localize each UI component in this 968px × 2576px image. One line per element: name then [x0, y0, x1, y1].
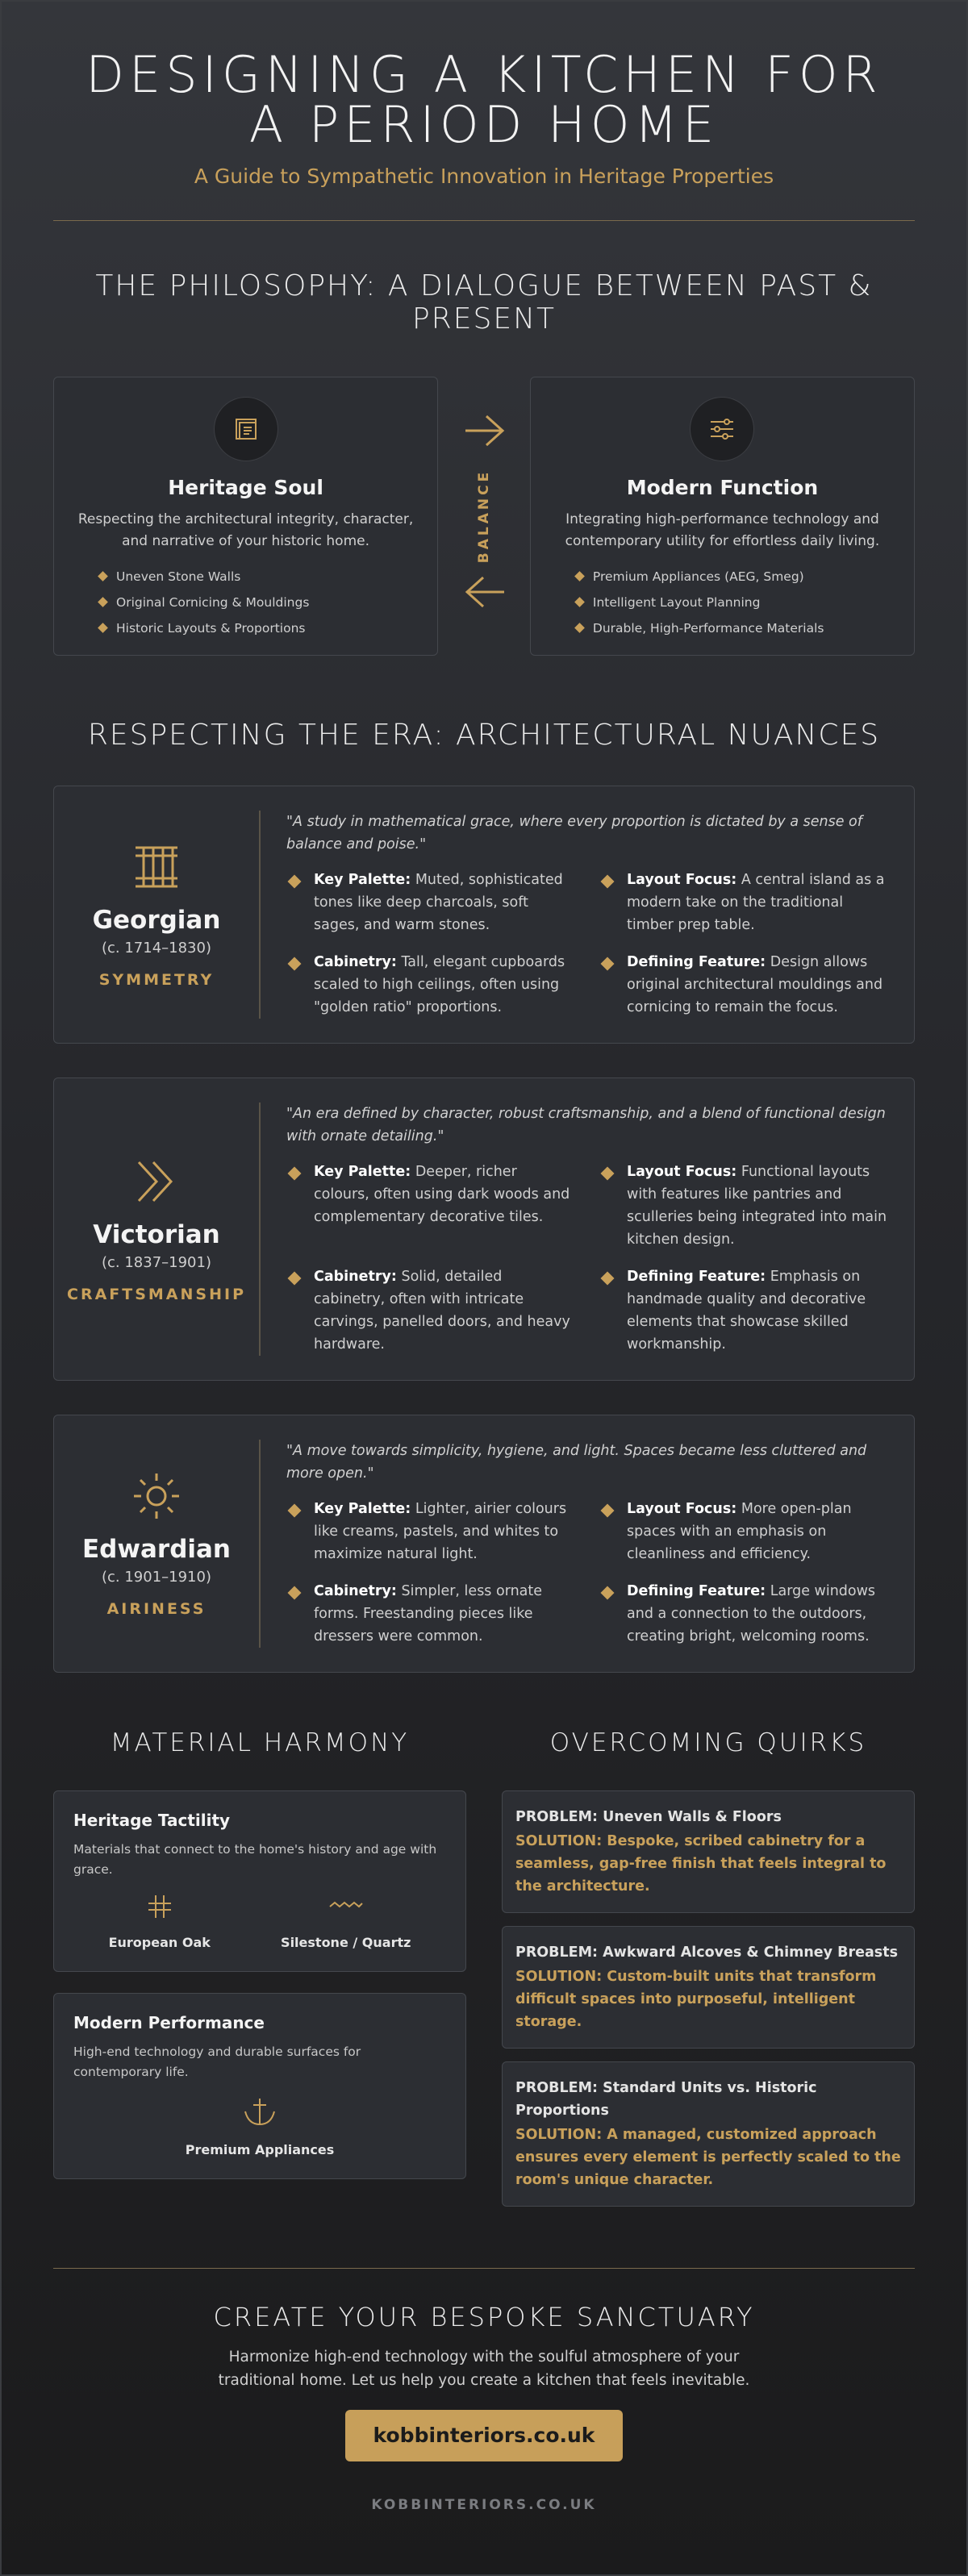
heritage-soul-title: Heritage Soul [168, 475, 323, 499]
era-feature: Layout Focus: A central island as a modern take on the traditional timber prep table. [599, 869, 890, 936]
heritage-soul-card [53, 377, 438, 656]
era-theme: SYMMETRY [98, 970, 215, 989]
list-item: Historic Layouts & Proportions [99, 615, 437, 641]
page-subtitle: A Guide to Sympathetic Innovation in Heritage Properties [194, 165, 774, 188]
overcoming-quirks-column [502, 1729, 915, 2207]
diamond-bullet-icon [288, 1167, 302, 1181]
modern-function-card [530, 377, 915, 656]
modern-function-title: Modern Function [626, 475, 819, 499]
anchor-icon [242, 2095, 277, 2128]
diamond-bullet-icon [288, 1272, 302, 1286]
heritage-soul-list [99, 564, 437, 641]
diamond-bullet-icon [574, 571, 585, 581]
quirk-problem: PROBLEM: Awkward Alcoves & Chimney Breasts [515, 1944, 898, 1961]
cta-section [53, 2268, 915, 2513]
era-details [261, 1440, 914, 1648]
era-name: Victorian [93, 1219, 220, 1249]
modern-function-text: Integrating high-performance technology and contemporary utility for effortless daily living. [565, 511, 880, 549]
era-identity [54, 1103, 261, 1356]
diamond-bullet-icon [601, 875, 615, 889]
column-icon [131, 841, 182, 893]
swatch-silestone-quartz: Silestone / Quartz [281, 1893, 411, 1950]
diamond-bullet-icon [98, 571, 108, 581]
era-feature: Key Palette: Lighter, airier colours like creams, pastels, and whites to maximize natural light. [286, 1498, 577, 1565]
era-details [261, 1103, 914, 1356]
wave-icon [328, 1893, 364, 1920]
diamond-bullet-icon [601, 1504, 615, 1518]
balance-label: BALANCE [476, 469, 493, 563]
diamond-bullet-icon [288, 875, 302, 889]
era-feature: Defining Feature: Design allows original architectural mouldings and cornicing to remain the focus. [599, 951, 890, 1019]
divider [53, 2268, 915, 2269]
arrow-right-icon [464, 413, 506, 448]
diamond-bullet-icon [288, 957, 302, 971]
quirk-solution: SOLUTION: Bespoke, scribed cabinetry for a seamless, gap-free finish that feels integral to the architecture. [515, 1832, 887, 1894]
diamond-bullet-icon [601, 1167, 615, 1181]
divider [53, 220, 915, 221]
arrow-left-icon [464, 574, 506, 610]
overcoming-quirks-title: OVERCOMING QUIRKS [549, 1728, 867, 1758]
era-feature: Layout Focus: Functional layouts with features like pantries and sculleries being integrated into main kitchen design. [599, 1161, 890, 1251]
era-card-victorian [53, 1078, 915, 1381]
list-item: Uneven Stone Walls [99, 564, 437, 590]
era-theme: AIRINESS [106, 1599, 207, 1618]
era-identity [54, 811, 261, 1019]
card-text: Materials that connect to the home's history and age with grace. [73, 1841, 437, 1877]
era-date: (c. 1901–1910) [101, 1568, 211, 1586]
list-item: Durable, High-Performance Materials [576, 615, 914, 641]
swatch-premium-appliances: Premium Appliances [186, 2095, 335, 2157]
materials-quirks-section [53, 1729, 915, 2207]
diamond-bullet-icon [288, 1586, 302, 1600]
scroll-icon [214, 397, 278, 461]
cta-text: Harmonize high-end technology with the soulful atmosphere of your traditional home. Let us help you create a kitchen that feels inevitable. [218, 2348, 750, 2389]
era-quote: "An era defined by character, robust craftsmanship, and a blend of functional design with ornate detailing." [286, 1106, 886, 1145]
footer-domain: KOBBINTERIORS.CO.UK [371, 2496, 597, 2513]
quirk-card [502, 1926, 915, 2049]
era-feature: Key Palette: Muted, sophisticated tones like deep charcoals, soft sages, and warm stones. [286, 869, 577, 936]
cta-title: CREATE YOUR BESPOKE SANCTUARY [213, 2301, 755, 2332]
era-card-edwardian [53, 1415, 915, 1673]
website-button[interactable]: kobbinteriors.co.uk [345, 2410, 623, 2461]
era-feature: Cabinetry: Solid, detailed cabinetry, often with intricate carvings, panelled doors, and heavy hardware. [286, 1265, 577, 1356]
material-harmony-column [53, 1729, 466, 2207]
era-theme: CRAFTSMANSHIP [67, 1285, 246, 1303]
list-item: Premium Appliances (AEG, Smeg) [576, 564, 914, 590]
quirk-card [502, 2061, 915, 2207]
diamond-bullet-icon [601, 1586, 615, 1600]
card-title: Modern Performance [73, 2012, 265, 2032]
era-feature: Cabinetry: Simpler, less ornate forms. Freestanding pieces like dressers were common. [286, 1580, 577, 1648]
material-harmony-title: MATERIAL HARMONY [110, 1728, 410, 1758]
quirk-card [502, 1790, 915, 1913]
sun-icon [131, 1470, 182, 1522]
quirk-solution: SOLUTION: Custom-built units that transform difficult spaces into purposeful, intelligent storage. [515, 1968, 877, 2030]
heritage-soul-text: Respecting the architectural integrity, character, and narrative of your historic home. [77, 511, 414, 549]
eras-title: RESPECTING THE ERA: ARCHITECTURAL NUANCES [87, 718, 881, 752]
diamond-bullet-icon [574, 623, 585, 633]
philosophy-title: THE PHILOSOPHY: A DIALOGUE BETWEEN PAST & PRESENT [95, 269, 873, 336]
quirk-problem: PROBLEM: Standard Units vs. Historic Proportions [515, 2079, 817, 2119]
era-date: (c. 1837–1901) [101, 1253, 211, 1271]
hero [53, 2, 915, 188]
list-item: Intelligent Layout Planning [576, 590, 914, 615]
era-quote: "A move towards simplicity, hygiene, and light. Spaces became less cluttered and more open." [286, 1443, 867, 1482]
card-text: High-end technology and durable surfaces for contemporary life. [73, 2044, 361, 2079]
era-feature: Defining Feature: Large windows and a connection to the outdoors, creating bright, welcoming rooms. [599, 1580, 890, 1648]
philosophy-section [53, 269, 915, 656]
eras-section [53, 719, 915, 1673]
era-card-georgian [53, 786, 915, 1044]
era-details [261, 811, 914, 1019]
page-title: DESIGNING A KITCHEN FOR A PERIOD HOME [86, 45, 882, 154]
diamond-bullet-icon [601, 957, 615, 971]
era-date: (c. 1714–1830) [101, 939, 211, 957]
era-feature: Key Palette: Deeper, richer colours, often using dark woods and complementary decorative tiles. [286, 1161, 577, 1251]
diamond-bullet-icon [574, 597, 585, 607]
era-feature: Cabinetry: Tall, elegant cupboards scaled to high ceilings, often using "golden ratio" proportions. [286, 951, 577, 1019]
modern-performance-card [53, 1993, 466, 2179]
era-name: Georgian [92, 905, 221, 935]
era-identity [54, 1440, 261, 1648]
era-feature: Layout Focus: More open-plan spaces with an emphasis on cleanliness and efficiency. [599, 1498, 890, 1565]
diamond-bullet-icon [98, 623, 108, 633]
diamond-bullet-icon [601, 1272, 615, 1286]
sliders-icon [690, 397, 754, 461]
era-quote: "A study in mathematical grace, where every proportion is dictated by a sense of balance and poise." [286, 814, 862, 853]
chevrons-icon [131, 1156, 182, 1207]
diamond-bullet-icon [288, 1504, 302, 1518]
quirk-solution: SOLUTION: A managed, customized approach ensures every element is perfectly scaled to the room's unique character. [515, 2126, 901, 2188]
diamond-bullet-icon [98, 597, 108, 607]
swatch-european-oak: European Oak [109, 1893, 211, 1950]
wood-grain-icon [146, 1893, 173, 1920]
balance-indicator [438, 377, 530, 656]
list-item: Original Cornicing & Mouldings [99, 590, 437, 615]
heritage-tactility-card [53, 1790, 466, 1972]
modern-function-list [576, 564, 914, 641]
quirk-problem: PROBLEM: Uneven Walls & Floors [515, 1808, 782, 1825]
card-title: Heritage Tactility [73, 1810, 231, 1830]
era-name: Edwardian [81, 1534, 232, 1564]
era-feature: Defining Feature: Emphasis on handmade quality and decorative elements that showcase skilled workmanship. [599, 1265, 890, 1356]
